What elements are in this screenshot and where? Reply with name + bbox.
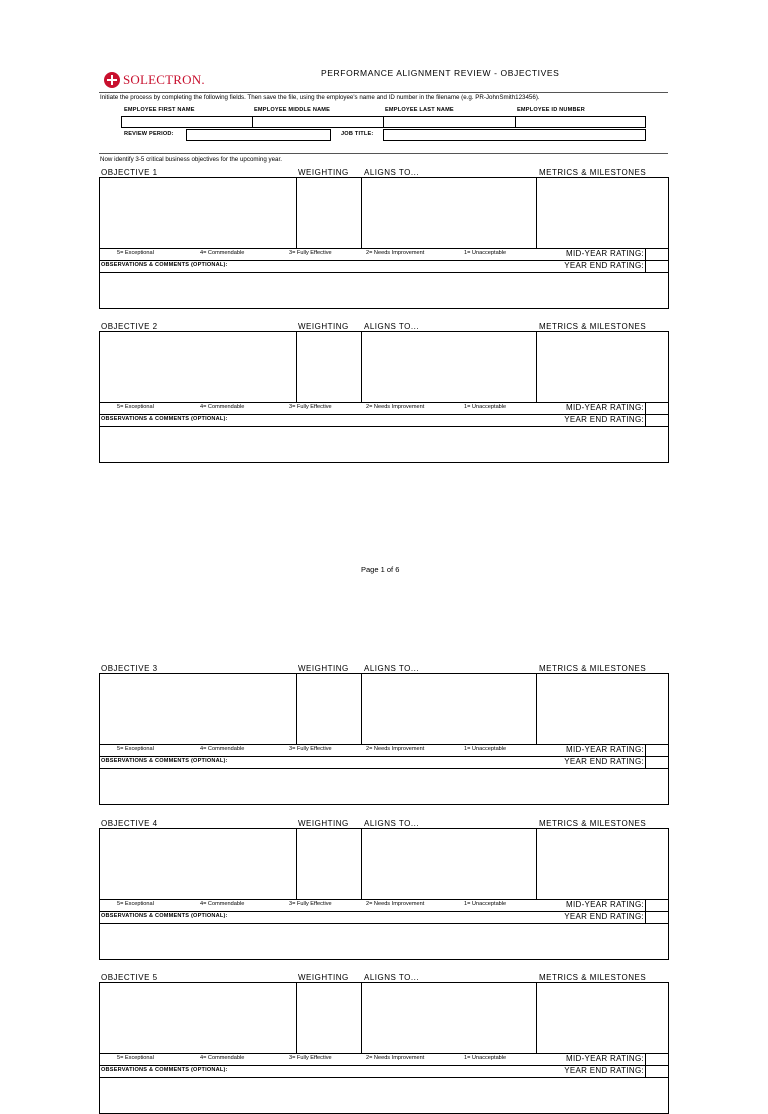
weighting-header: WEIGHTING — [298, 322, 349, 331]
rating-fully-effective: 3= Fully Effective — [289, 746, 332, 752]
rating-fully-effective: 3= Fully Effective — [289, 901, 332, 907]
aligns-to-field[interactable] — [362, 829, 536, 899]
objective-description-field[interactable] — [100, 983, 296, 1053]
id-number-field[interactable] — [515, 116, 646, 128]
rating-needs-improvement: 2= Needs Improvement — [366, 1055, 425, 1061]
aligns-to-header: ALIGNS TO... — [364, 819, 420, 828]
rating-needs-improvement: 2= Needs Improvement — [366, 250, 425, 256]
year-end-rating-label: YEAR END RATING: — [564, 415, 644, 424]
aligns-to-header: ALIGNS TO... — [364, 664, 420, 673]
rating-unacceptable: 1= Unacceptable — [464, 1055, 507, 1061]
objective-description-field[interactable] — [100, 829, 296, 899]
rating-unacceptable: 1= Unacceptable — [464, 404, 507, 410]
objective-title: OBJECTIVE 2 — [101, 322, 158, 331]
objective-title: OBJECTIVE 3 — [101, 664, 158, 673]
mid-year-rating-label: MID-YEAR RATING: — [566, 249, 644, 258]
job-title-field[interactable] — [383, 129, 646, 141]
observations-label: OBSERVATIONS & COMMENTS (OPTIONAL): — [101, 1067, 228, 1073]
observations-field[interactable] — [100, 273, 668, 308]
header-rule — [99, 92, 668, 93]
document-title: PERFORMANCE ALIGNMENT REVIEW - OBJECTIVES — [321, 68, 560, 78]
metrics-field[interactable] — [537, 829, 668, 899]
rating-commendable: 4= Commendable — [200, 404, 245, 410]
metrics-header: METRICS & MILESTONES — [539, 819, 647, 828]
observations-label: OBSERVATIONS & COMMENTS (OPTIONAL): — [101, 758, 228, 764]
rating-exceptional: 5= Exceptional — [117, 404, 154, 410]
rating-exceptional: 5= Exceptional — [117, 1055, 154, 1061]
rating-exceptional: 5= Exceptional — [117, 250, 154, 256]
middle-name-label: EMPLOYEE MIDDLE NAME — [254, 107, 331, 113]
objective-title: OBJECTIVE 1 — [101, 168, 158, 177]
weighting-header: WEIGHTING — [298, 168, 349, 177]
metrics-field[interactable] — [537, 674, 668, 744]
rating-unacceptable: 1= Unacceptable — [464, 901, 507, 907]
aligns-to-header: ALIGNS TO... — [364, 168, 420, 177]
objective-description-field[interactable] — [100, 332, 296, 402]
rating-fully-effective: 3= Fully Effective — [289, 404, 332, 410]
rating-fully-effective: 3= Fully Effective — [289, 250, 332, 256]
rating-needs-improvement: 2= Needs Improvement — [366, 404, 425, 410]
observations-label: OBSERVATIONS & COMMENTS (OPTIONAL): — [101, 262, 228, 268]
objective-title: OBJECTIVE 4 — [101, 819, 158, 828]
aligns-to-field[interactable] — [362, 983, 536, 1053]
aligns-to-field[interactable] — [362, 178, 536, 248]
metrics-header: METRICS & MILESTONES — [539, 973, 647, 982]
objective-description-field[interactable] — [100, 178, 296, 248]
last-name-label: EMPLOYEE LAST NAME — [385, 107, 454, 113]
first-name-field[interactable] — [121, 116, 253, 128]
review-period-field[interactable] — [186, 129, 331, 141]
instructions-text: Initiate the process by completing the following fields. Then save the file, using the employee's name and ID number in the filename (e.g. PR-JohnSmith123456). — [100, 94, 540, 101]
company-logo — [104, 72, 205, 88]
metrics-header: METRICS & MILESTONES — [539, 168, 647, 177]
section-rule — [99, 153, 668, 154]
rating-exceptional: 5= Exceptional — [117, 901, 154, 907]
observations-field[interactable] — [100, 769, 668, 804]
weighting-field[interactable] — [297, 332, 361, 402]
mid-year-rating-label: MID-YEAR RATING: — [566, 900, 644, 909]
metrics-field[interactable] — [537, 178, 668, 248]
weighting-field[interactable] — [297, 178, 361, 248]
weighting-field[interactable] — [297, 983, 361, 1053]
metrics-header: METRICS & MILESTONES — [539, 664, 647, 673]
rating-commendable: 4= Commendable — [200, 746, 245, 752]
aligns-to-header: ALIGNS TO... — [364, 973, 420, 982]
year-end-rating-label: YEAR END RATING: — [564, 1066, 644, 1075]
rating-commendable: 4= Commendable — [200, 901, 245, 907]
observations-field[interactable] — [100, 427, 668, 462]
rating-unacceptable: 1= Unacceptable — [464, 250, 507, 256]
rating-exceptional: 5= Exceptional — [117, 746, 154, 752]
page-number: Page 1 of 6 — [361, 565, 400, 574]
weighting-header: WEIGHTING — [298, 973, 349, 982]
identify-objectives-text: Now identify 3-5 critical business objectives for the upcoming year. — [100, 156, 282, 163]
year-end-rating-label: YEAR END RATING: — [564, 912, 644, 921]
metrics-field[interactable] — [537, 983, 668, 1053]
observations-field[interactable] — [100, 924, 668, 959]
year-end-rating-label: YEAR END RATING: — [564, 757, 644, 766]
middle-name-field[interactable] — [252, 116, 384, 128]
observations-label: OBSERVATIONS & COMMENTS (OPTIONAL): — [101, 416, 228, 422]
rating-commendable: 4= Commendable — [200, 1055, 245, 1061]
review-period-label: REVIEW PERIOD: — [124, 131, 174, 137]
year-end-rating-label: YEAR END RATING: — [564, 261, 644, 270]
aligns-to-field[interactable] — [362, 674, 536, 744]
mid-year-rating-label: MID-YEAR RATING: — [566, 745, 644, 754]
rating-needs-improvement: 2= Needs Improvement — [366, 901, 425, 907]
weighting-header: WEIGHTING — [298, 819, 349, 828]
weighting-field[interactable] — [297, 829, 361, 899]
rating-needs-improvement: 2= Needs Improvement — [366, 746, 425, 752]
rating-commendable: 4= Commendable — [200, 250, 245, 256]
weighting-field[interactable] — [297, 674, 361, 744]
weighting-header: WEIGHTING — [298, 664, 349, 673]
mid-year-rating-label: MID-YEAR RATING: — [566, 403, 644, 412]
logo-text: SOLECTRON. — [123, 72, 205, 87]
aligns-to-header: ALIGNS TO... — [364, 322, 420, 331]
first-name-label: EMPLOYEE FIRST NAME — [124, 107, 195, 113]
id-label: EMPLOYEE ID NUMBER — [517, 107, 585, 113]
logo-icon — [104, 72, 120, 88]
objective-description-field[interactable] — [100, 674, 296, 744]
mid-year-rating-label: MID-YEAR RATING: — [566, 1054, 644, 1063]
aligns-to-field[interactable] — [362, 332, 536, 402]
metrics-header: METRICS & MILESTONES — [539, 322, 647, 331]
rating-unacceptable: 1= Unacceptable — [464, 746, 507, 752]
observations-field[interactable] — [100, 1078, 668, 1113]
last-name-field[interactable] — [383, 116, 516, 128]
observations-label: OBSERVATIONS & COMMENTS (OPTIONAL): — [101, 913, 228, 919]
rating-fully-effective: 3= Fully Effective — [289, 1055, 332, 1061]
objective-title: OBJECTIVE 5 — [101, 973, 158, 982]
job-title-label: JOB TITLE: — [341, 131, 374, 137]
metrics-field[interactable] — [537, 332, 668, 402]
